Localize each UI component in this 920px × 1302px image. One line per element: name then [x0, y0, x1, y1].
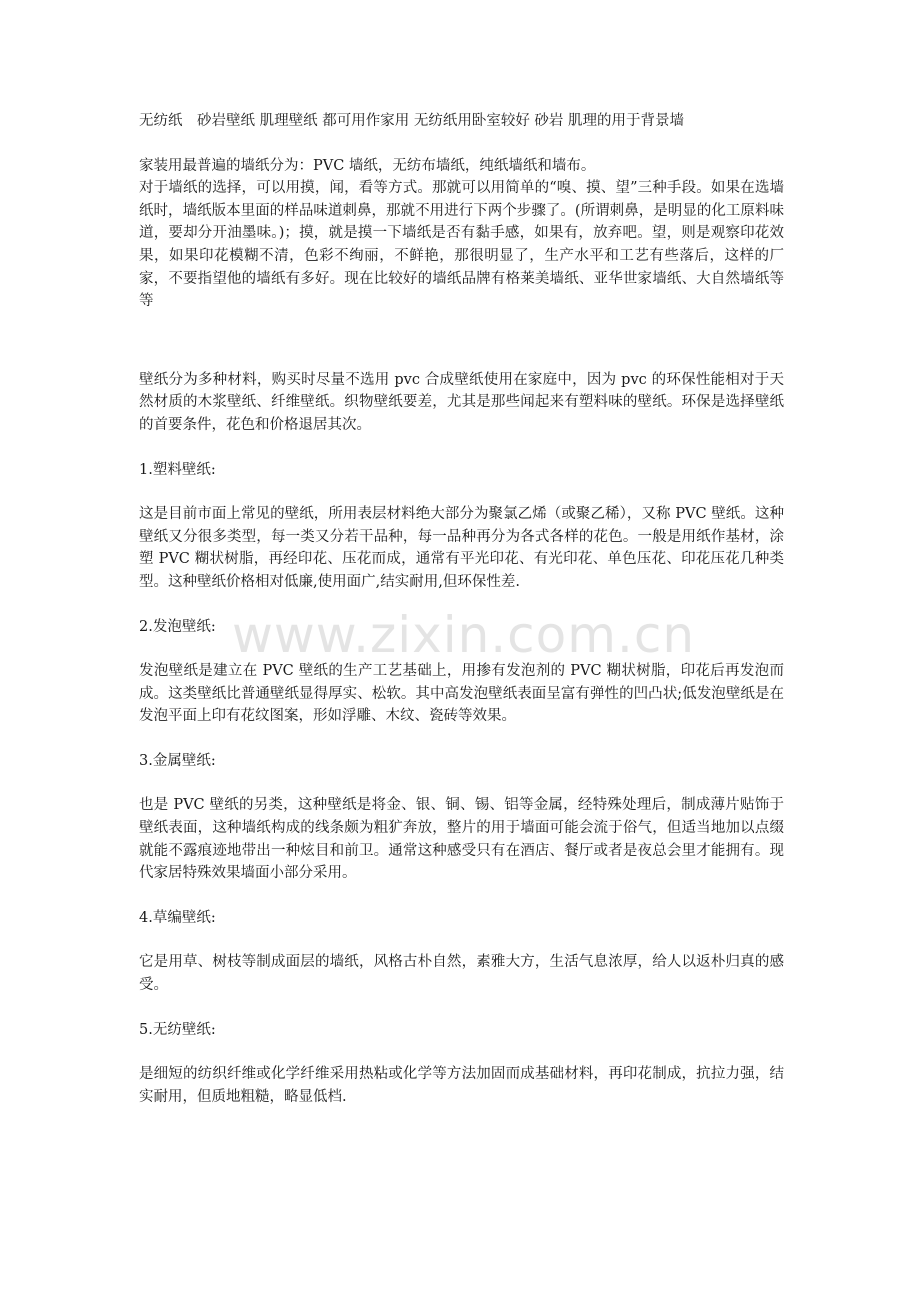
- section-text-grass: 它是用草、树枝等制成面层的墙纸，风格古朴自然，素雅大方，生活气息浓厚，给人以返朴归真的感受。: [139, 954, 784, 994]
- section-heading-foam: 2.发泡壁纸:: [139, 618, 216, 635]
- section-text-plastic: 这是目前市面上常见的壁纸，所用表层材料绝大部分为聚氯乙烯（或聚乙稀），又称 PVC 壁纸。这种壁纸又分很多类型，每一类又分若干品种，每一品种再分为各式各样的花色。一般是用纸作基材，涂塑 PVC 糊状树脂，再经印花、压花而成，通常有平光印花、有光印花、单色压花、印花压花几种类型。这种壁纸价格相对低廉,使用面广,结实耐用,但环保性差.: [139, 506, 784, 590]
- paragraph-materials: 壁纸分为多种材料，购买时尽量不选用 pvc 合成壁纸使用在家庭中，因为 pvc 的环保性能相对于天然材质的木浆壁纸、纤维壁纸。织物壁纸要差，尤其是那些闻起来有塑料味的壁纸。环保是选择壁纸的首要条件，花色和价格退居其次。: [139, 371, 784, 433]
- paragraph-selection-tips: 对于墙纸的选择，可以用摸，闻，看等方式。那就可以用简单的“嗅、摸、望”三种手段。如果在选墙纸时，墙纸版本里面的样品味道刺鼻，那就不用进行下两个步骤了。(所谓刺鼻，是明显的化工原料味道，要却分开油墨味。)；摸，就是摸一下墙纸是否有黏手感，如果有，放弃吧。望，则是观察印花效果，如果印花模糊不清，色彩不绚丽，不鲜艳，那很明显了，生产水平和工艺有些落后，这样的厂家，不要指望他的墙纸有多好。现在比较好的墙纸品牌有格莱美墙纸、亚华世家墙纸、大自然墙纸等等: [139, 180, 784, 310]
- section-heading-plastic: 1.塑料壁纸:: [139, 461, 216, 478]
- section-text-metal: 也是 PVC 壁纸的另类，这种壁纸是将金、银、铜、锡、铝等金属，经特殊处理后，制成薄片贴饰于壁纸表面，这种墙纸构成的线条颇为粗犷奔放，整片的用于墙面可能会流于俗气，但适当地加以点缀就能不露痕迹地带出一种炫目和前卫。通常这种感受只有在酒店、餐厅或者是夜总会里才能拥有。现代家居特殊效果墙面小部分采用。: [139, 797, 784, 882]
- paragraph-wallpaper-types: 家装用最普遍的墙纸分为：PVC 墙纸，无纺布墙纸，纯纸墙纸和墙布。: [139, 157, 596, 174]
- document-body: [139, 110, 784, 1108]
- section-text-foam: 发泡壁纸是建立在 PVC 壁纸的生产工艺基础上，用掺有发泡剂的 PVC 糊状树脂，印花后再发泡而成。这类壁纸比普通壁纸显得厚实、松软。其中高发泡壁纸表面呈富有弹性的凹凸状;低发泡壁纸是在发泡平面上印有花纹图案，形如浮雕、木纹、瓷砖等效果。: [139, 663, 784, 725]
- watermark: www.zixin.com.cn: [232, 606, 696, 664]
- section-heading-metal: 3.金属壁纸:: [139, 752, 216, 769]
- section-heading-grass: 4.草编壁纸:: [139, 909, 216, 926]
- intro-line: 无纺纸 砂岩壁纸 肌理壁纸 都可用作家用 无纺纸用卧室较好 砂岩 肌理的用于背景墙: [139, 113, 685, 129]
- section-text-nonwoven: 是细短的纺织纤维或化学纤维采用热粘或化学等方法加固而成基础材料，再印花制成，抗拉力强，结实耐用，但质地粗糙，略显低档.: [139, 1066, 784, 1105]
- section-heading-nonwoven: 5.无纺壁纸:: [139, 1021, 216, 1038]
